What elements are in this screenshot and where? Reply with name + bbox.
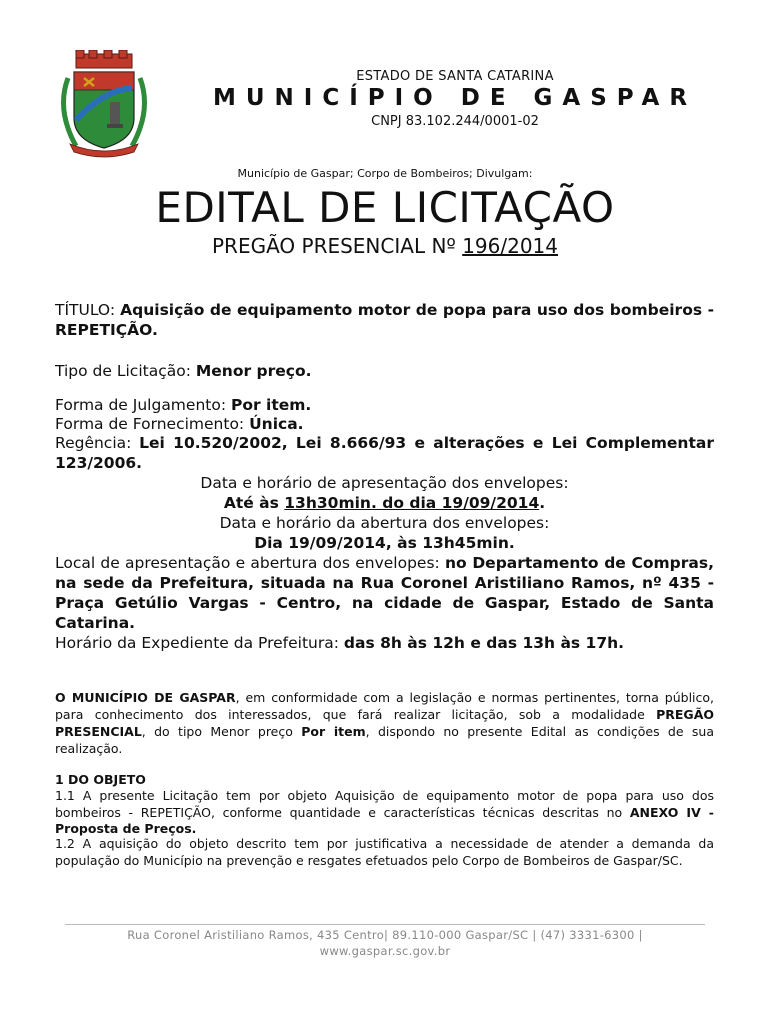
local-label: Local de apresentação e abertura dos envelopes:: [55, 554, 445, 572]
field-fornecimento: [55, 414, 714, 434]
objeto-anexo: ANEXO IV - Proposta de Preços.: [55, 804, 714, 836]
header-state: ESTADO DE SANTA CATARINA: [356, 69, 554, 84]
field-tipo: [55, 361, 714, 381]
objeto-item-1: [55, 788, 714, 838]
julgamento-label: Forma de Julgamento:: [55, 396, 231, 414]
footer-website: www.gaspar.sc.gov.br: [319, 944, 451, 958]
footer-divider: [65, 924, 705, 925]
objeto-heading: [55, 772, 714, 789]
field-julgamento: [55, 395, 714, 415]
fornecimento-value: Única.: [249, 415, 304, 433]
fornecimento-label: Forma de Fornecimento:: [55, 415, 250, 433]
intro-paragraph: [55, 689, 714, 757]
horario-label: Horário da Expediente da Prefeitura:: [55, 634, 344, 652]
municipal-coat-of-arms-icon: [54, 50, 154, 158]
horario-value: das 8h às 12h e das 13h às 17h.: [343, 634, 625, 652]
field-titulo: [55, 300, 714, 340]
subtitle-prefix: PREGÃO PRESENCIAL Nº: [211, 234, 463, 258]
julgamento-value: Por item.: [230, 396, 312, 414]
intro-text-2: , do tipo Menor preço: [141, 724, 302, 739]
objeto-item-1-text: 1.1 A presente Licitação tem por objeto Aquisição de equipamento motor de popa para uso dos bombeiros - REPETIÇÃO, conforme quantidade e características técnicas descritas no: [55, 788, 714, 820]
apresentacao-suffix: .: [539, 494, 546, 512]
footer-address: Rua Coronel Aristiliano Ramos, 435 Centro| 89.110-000 Gaspar/SC | (47) 3331-6300 |: [127, 928, 643, 942]
field-apresentacao-label: Data e horário de apresentação dos envelopes:: [200, 474, 569, 492]
regencia-label: Regência:: [55, 434, 140, 452]
header-cnpj: CNPJ 83.102.244/0001-02: [371, 114, 539, 129]
field-regencia: [55, 433, 714, 473]
titulo-label: TÍTULO:: [55, 301, 121, 319]
tipo-value: Menor preço.: [195, 362, 312, 380]
field-local: [55, 553, 714, 633]
field-apresentacao-value: [55, 493, 714, 513]
header-city: MUNICÍPIO DE GASPAR: [212, 85, 698, 111]
apresentacao-prefix: Até às: [223, 494, 285, 512]
auction-number: 196/2014: [462, 234, 558, 258]
field-abertura-value: [55, 533, 714, 553]
field-horario: [55, 633, 714, 653]
intro-municipio: O MUNICÍPIO DE GASPAR: [55, 690, 236, 705]
field-abertura-label: Data e horário da abertura dos envelopes:: [219, 514, 550, 532]
announcement-line: Município de Gaspar; Corpo de Bombeiros; Divulgam:: [237, 167, 533, 180]
intro-por-item: Por item: [301, 724, 366, 739]
apresentacao-value: 13h30min. do dia 19/09/2014: [284, 494, 540, 512]
page-subtitle: [0, 234, 770, 258]
intro-text-1: , em conformidade com a legislação e normas pertinentes, torna público, para conhecimento dos interessados, que fará realizar licitação, sob a modalidade: [55, 690, 715, 722]
intro-text-3: , dispondo no presente Edital as condições de sua realização.: [55, 724, 714, 756]
regencia-value: Lei 10.520/2002, Lei 8.666/93 e alterações e Lei Complementar 123/2006.: [55, 434, 714, 472]
local-value: no Departamento de Compras, na sede da Prefeitura, situada na Rua Coronel Aristiliano Ramos, nº 435 - Praça Getúlio Vargas - Centro, na cidade de Gaspar, Estado de Santa Catarina.: [55, 554, 714, 632]
objeto-item-2: 1.2 A aquisição do objeto descrito tem por justificativa a necessidade de atender a demanda da população do Município na prevenção e resgates efetuados pelo Corpo de Bombeiros de Gaspar/SC.: [55, 836, 714, 868]
tipo-label: Tipo de Licitação:: [55, 362, 196, 380]
objeto-heading-text: 1 DO OBJETO: [55, 772, 146, 787]
abertura-value: Dia 19/09/2014, às 13h45min.: [254, 534, 515, 552]
titulo-value: Aquisição de equipamento motor de popa para uso dos bombeiros - REPETIÇÃO.: [55, 301, 714, 339]
intro-modalidade: PREGÃO PRESENCIAL: [55, 707, 714, 739]
footer: [0, 927, 770, 959]
page-title: EDITAL DE LICITAÇÃO: [155, 183, 615, 232]
